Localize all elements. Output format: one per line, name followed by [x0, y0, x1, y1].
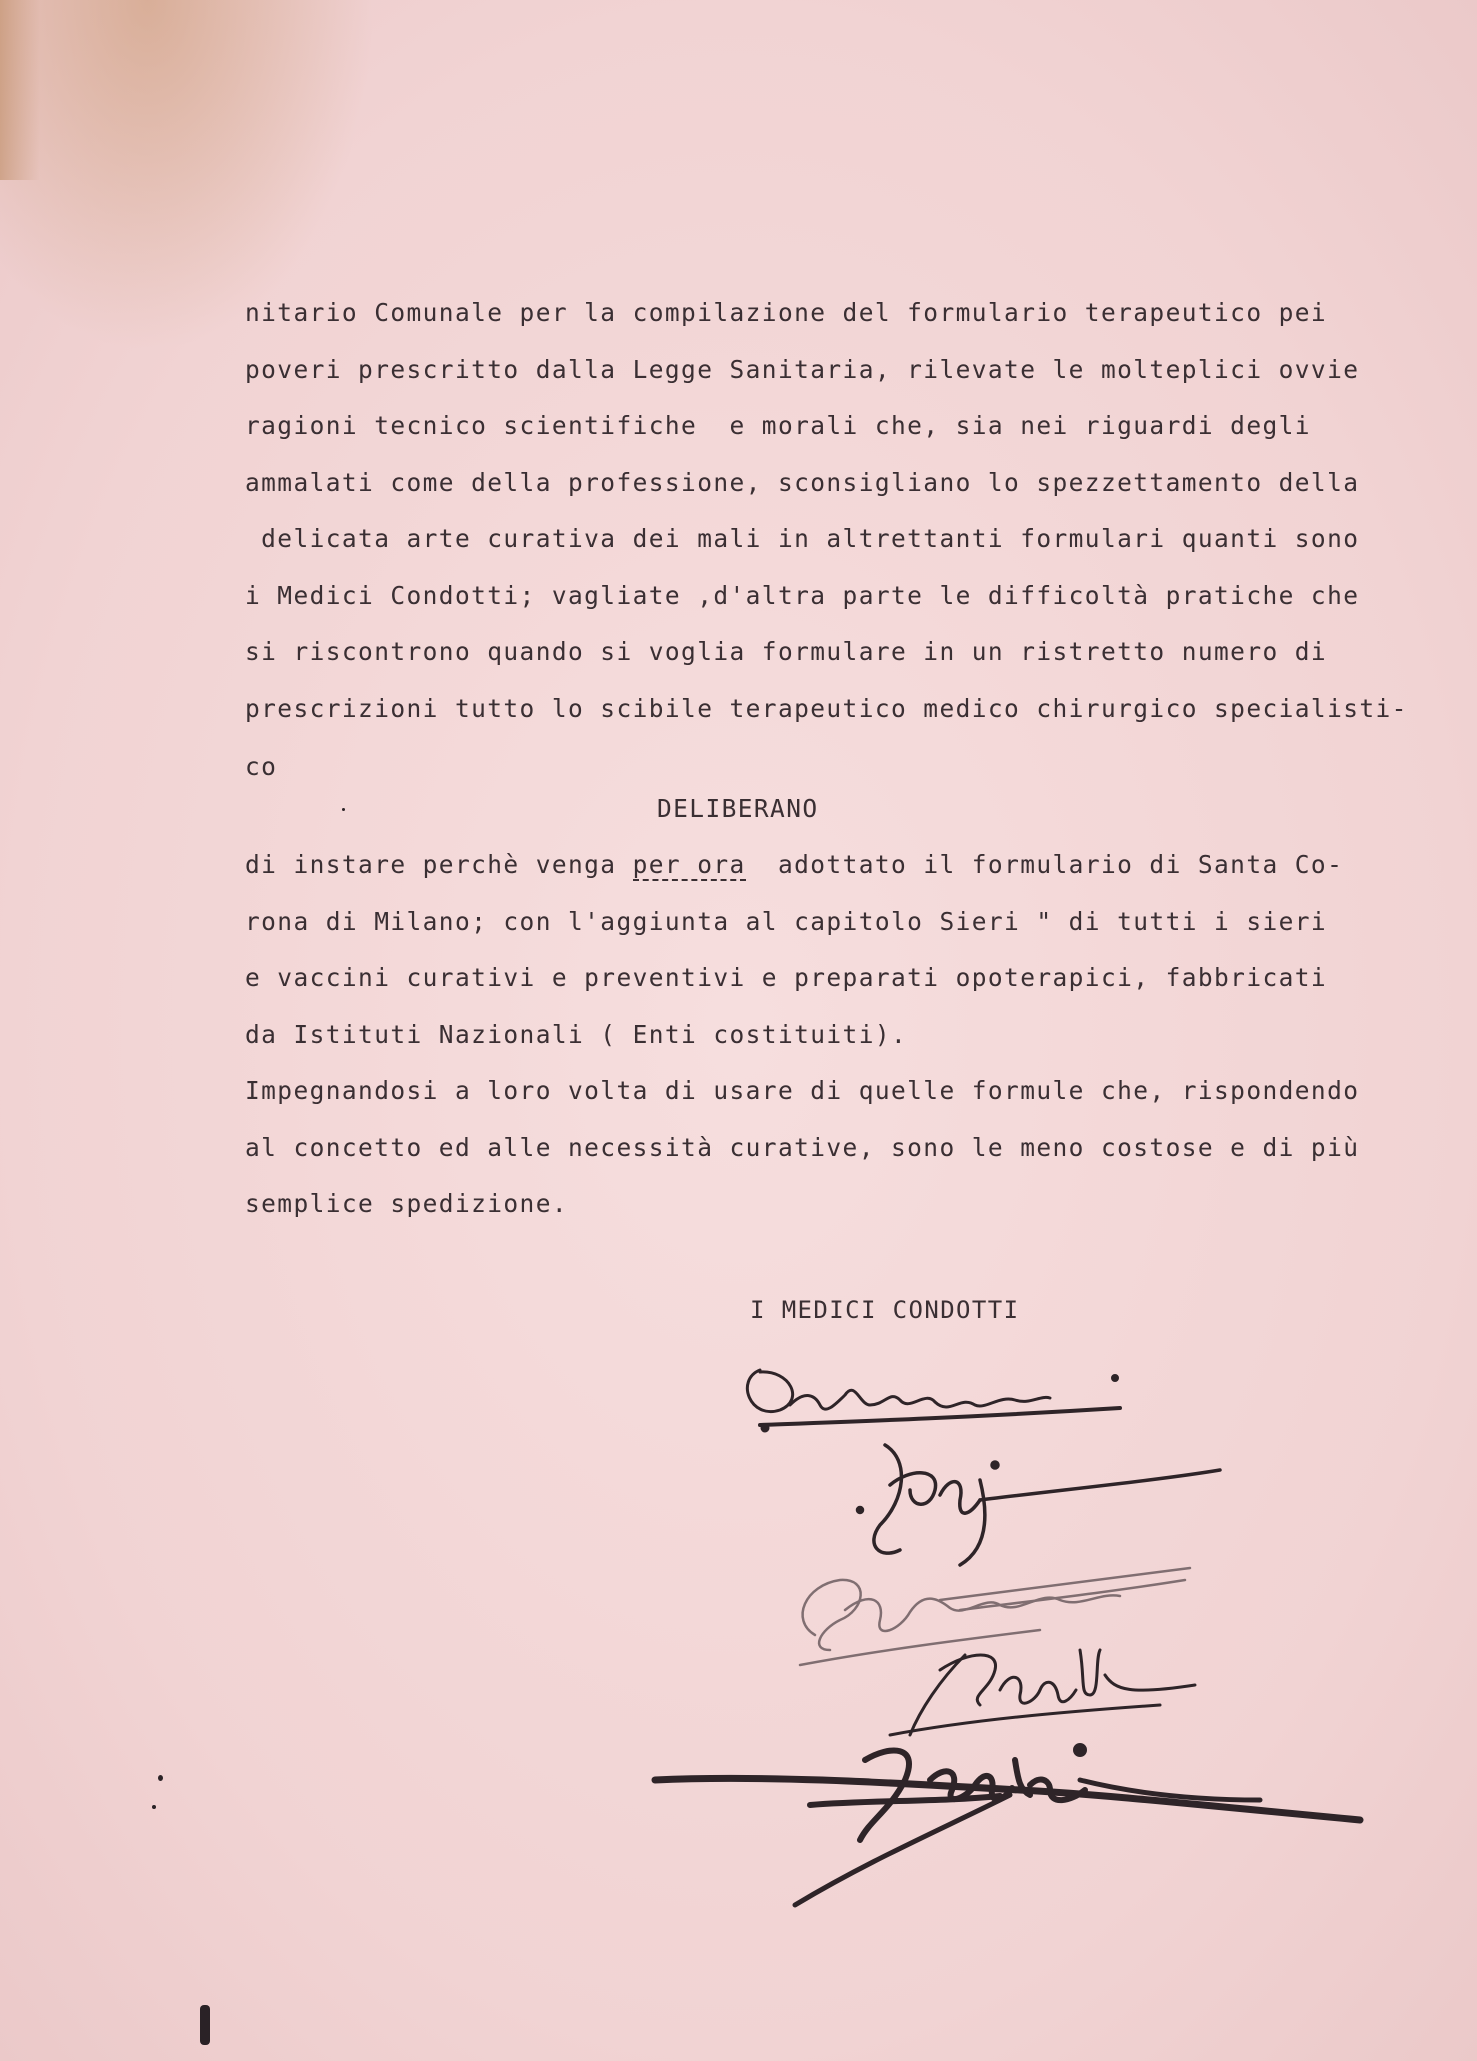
heading-deliberano: DELIBERANO — [657, 794, 819, 823]
para2-line-3: e vaccini curativi e preventivi e preparati opoterapici, fabbricati — [245, 963, 1328, 992]
handwritten-signatures — [640, 1350, 1400, 1930]
signature-3 — [800, 1568, 1190, 1665]
para2-line-5: Impegnandosi a loro volta di usare di quelle formule che, rispondendo — [245, 1076, 1360, 1105]
para2-line-1 — [245, 837, 1445, 894]
typed-text-body — [245, 285, 1445, 1233]
text-line-4: ammalati come della professione, sconsigliano lo spezzettamento della — [245, 467, 1360, 497]
text-line-1: nitario Comunale per la compilazione del formulario terapeutico pei — [245, 298, 1328, 327]
text-line-2: poveri prescritto dalla Legge Sanitaria, rilevate le molteplici ovvie — [245, 354, 1360, 384]
text-line-9: co — [245, 752, 278, 781]
para2-line-7: semplice spedizione. — [245, 1189, 569, 1218]
para2-line-1-start: di instare perchè venga — [245, 850, 633, 879]
text-line-5: delicata arte curativa dei mali in altrettanti formulari quanti sono — [245, 524, 1360, 553]
ink-speck — [158, 1775, 163, 1781]
para2-line-6: al concetto ed alle necessità curative, sono le meno costose e di più — [245, 1132, 1360, 1162]
paper-stain — [0, 0, 40, 180]
signature-4 — [890, 1650, 1195, 1735]
text-line-6: i Medici Condotti; vagliate ,d'altra parte le difficoltà pratiche che — [245, 580, 1360, 610]
signature-1 — [747, 1370, 1120, 1431]
signature-5 — [655, 1746, 1360, 1905]
underlined-per-ora: per ora — [632, 850, 746, 879]
para2-line-2: rona di Milano; con l'aggiunta al capitolo Sieri " di tutti i sieri — [245, 906, 1328, 936]
ink-speck — [152, 1805, 156, 1809]
signatory-heading: I MEDICI CONDOTTI — [750, 1296, 1020, 1324]
text-line-7: si riscontrono quando si voglia formulare in un ristretto numero di — [245, 637, 1328, 666]
text-line-3: ragioni tecnico scientifiche e morali che, sia nei riguardi degli — [245, 411, 1311, 440]
ink-speck — [200, 2005, 210, 2045]
ink-speck — [342, 808, 345, 811]
para2-line-1-end: adottato il formulario di Santa Co- — [745, 850, 1344, 879]
signature-2 — [858, 1445, 1221, 1565]
text-line-8: prescrizioni tutto lo scibile terapeutico medico chirurgico specialisti- — [245, 693, 1408, 723]
para2-line-4: da Istituti Nazionali ( Enti costituiti). — [245, 1019, 908, 1049]
